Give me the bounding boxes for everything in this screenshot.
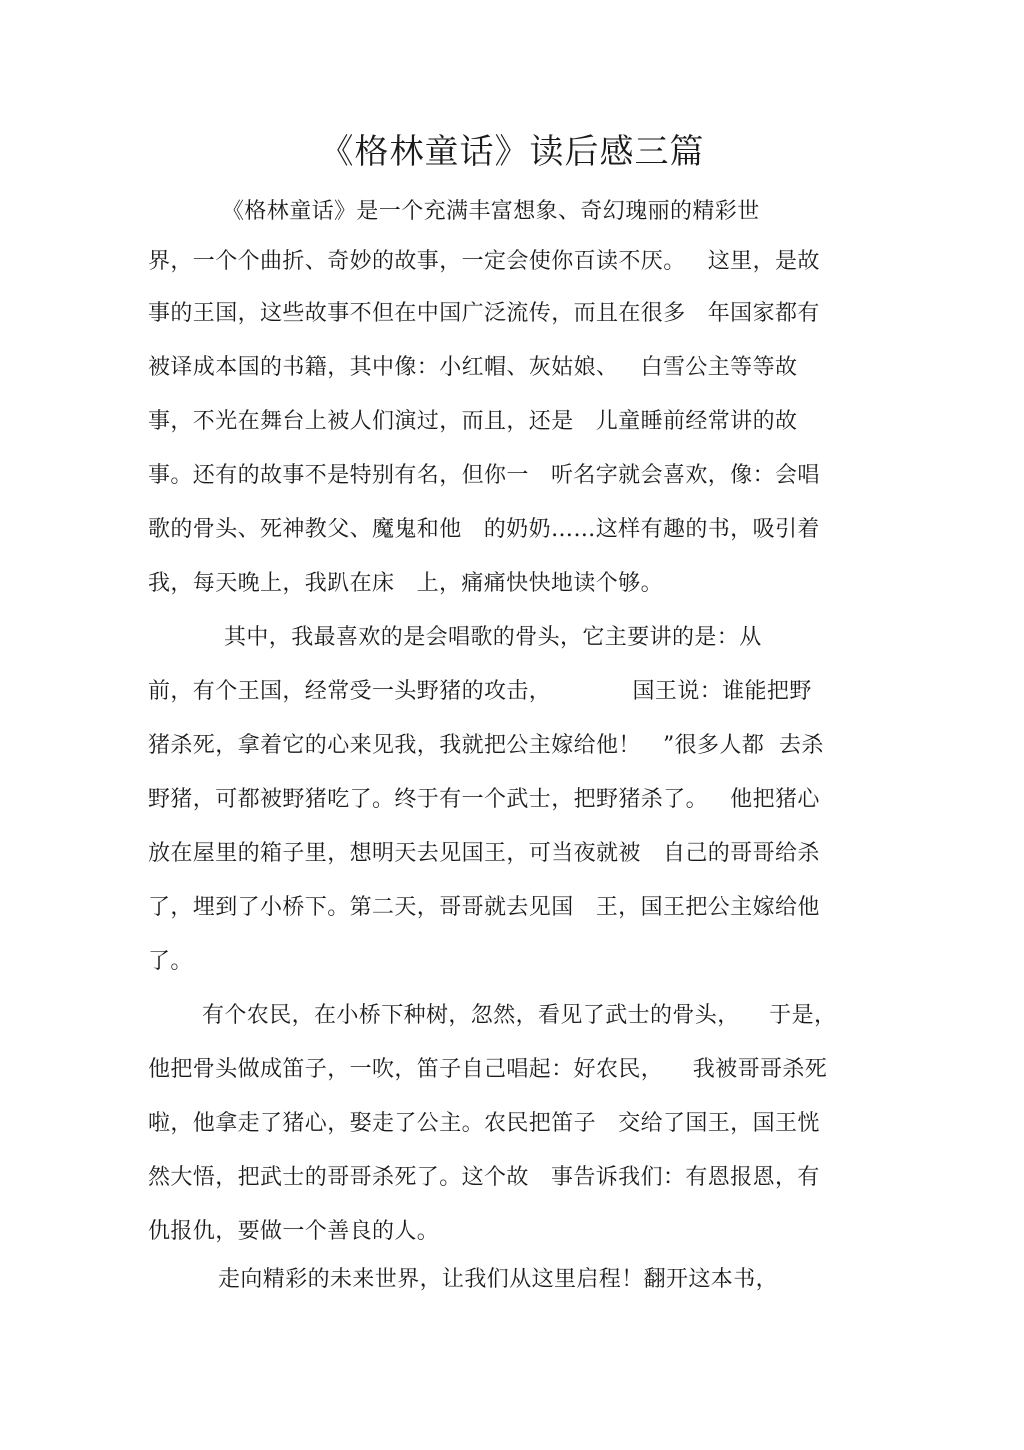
body-line: 猪杀死，拿着它的心来见我，我就把公主嫁给他！ ”很多人都 去杀 <box>148 733 824 758</box>
body-line: 《格林童话》是一个充满丰富想象、奇幻瑰丽的精彩世 <box>222 199 760 224</box>
body-line: 我，每天晚上，我趴在床 上，痛痛快快地读个够。 <box>148 571 663 596</box>
body-line: 了，埋到了小桥下。第二天，哥哥就去见国 王，国王把公主嫁给他 <box>148 895 820 920</box>
body-line: 歌的骨头、死神教父、魔鬼和他 的奶奶……这样有趣的书，吸引着 <box>148 517 820 542</box>
body-line: 其中，我最喜欢的是会唱歌的骨头，它主要讲的是：从 <box>224 625 762 650</box>
body-line: 他把骨头做成笛子，一吹，笛子自己唱起：好农民， 我被哥哥杀死 <box>148 1057 828 1082</box>
body-line: 走向精彩的未来世界，让我们从这里启程！翻开这本书， <box>218 1267 779 1292</box>
document-title: 《格林童话》读后感三篇 <box>319 132 705 172</box>
body-line: 事的王国，这些故事不但在中国广泛流传，而且在很多 年国家都有 <box>148 301 820 326</box>
body-line: 有个农民，在小桥下种树，忽然，看见了武士的骨头， 于是， <box>202 1003 837 1028</box>
body-line: 放在屋里的箱子里，想明天去见国王，可当夜就被 自己的哥哥给杀 <box>148 841 820 866</box>
body-line: 事。还有的故事不是特别有名，但你一 听名字就会喜欢，像：会唱 <box>148 463 820 488</box>
body-line: 然大悟，把武士的哥哥杀死了。这个故 事告诉我们：有恩报恩，有 <box>148 1165 820 1190</box>
body-line: 啦，他拿走了猪心，娶走了公主。农民把笛子 交给了国王，国王恍 <box>148 1111 820 1136</box>
body-line: 野猪，可都被野猪吃了。终于有一个武士，把野猪杀了。 他把猪心 <box>148 787 820 812</box>
body-line: 界，一个个曲折、奇妙的故事，一定会使你百读不厌。 这里，是故 <box>148 249 820 274</box>
body-line: 仇报仇，要做一个善良的人。 <box>148 1219 440 1244</box>
body-line: 被译成本国的书籍，其中像：小红帽、灰姑娘、 白雪公主等等故 <box>148 355 798 380</box>
body-line: 前，有个王国，经常受一头野猪的攻击， 国王说：谁能把野 <box>148 679 812 704</box>
body-line: 事，不光在舞台上被人们演过，而且，还是 儿童睡前经常讲的故 <box>148 409 798 434</box>
body-line: 了。 <box>148 949 193 974</box>
